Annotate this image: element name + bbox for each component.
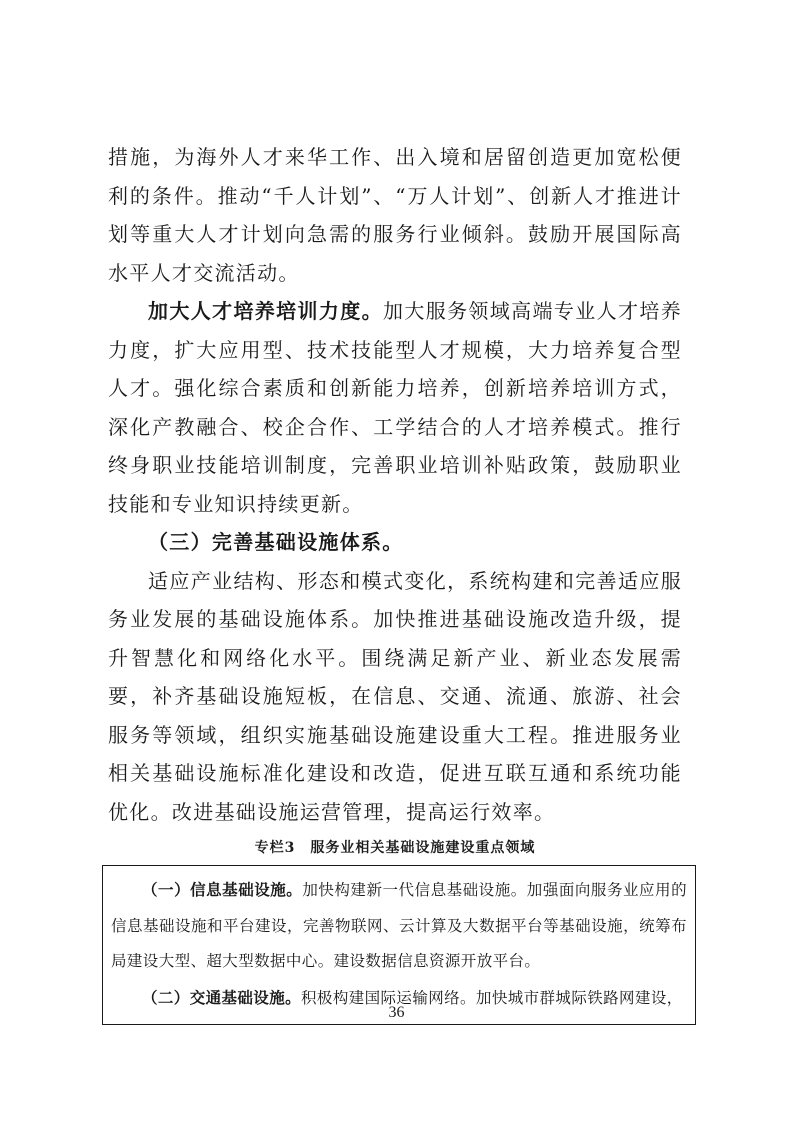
box-item-text: 积极构建国际运输网络。加快城市群城际铁路网建设， [301,988,683,1007]
sidebar-box [102,865,696,1025]
page-number: 36 [388,1004,405,1021]
paragraph-text: 加大服务领域高端专业人才培养力度，扩大应用型、技术技能型人才规模，大力培养复合型人才。强化综合素质和创新能力培养，创新培养培训方式，深化产教融合、校企合作、工学结合的人才培养模式。推行终身职业技能培训制度，完善职业培训补贴政策，鼓励职业技能和专业知识持续更新。 [108,299,682,516]
paragraph-infrastructure: 适应产业结构、形态和模式变化，系统构建和完善适应服务业发展的基础设施体系。加快推进基础设施改造升级，提升智慧化和网络化水平。围绕满足新产业、新业态发展需要，补齐基础设施短板，在信息、交通、流通、旅游、社会服务等领域，组织实施基础设施建设重大工程。推进服务业相关基础设施标准化建设和改造，促进互联互通和系统功能优化。改进基础设施运营管理，提高运行效率。 [108,568,682,824]
box-title: 专栏3 服务业相关基础设施建设重点领域 [254,840,536,856]
paragraph-talent-training [108,292,682,523]
section-heading: （三）完善基础设施体系。 [148,530,404,554]
paragraph-talent-policy [108,138,682,292]
box-item-lead: （一）信息基础设施。 [142,880,303,899]
box-item-information [111,872,687,980]
box-item-text: 加快构建新一代信息基础设施。加强面向服务业应用的信息基础设施和平台建设，完善物联网、云计算及大数据平台等基础设施，统筹布局建设大型、超大型数据中心。建设数据信息资源开放平台。 [111,881,687,970]
document-page [108,138,687,1025]
box-item-lead: （二）交通基础设施。 [142,987,302,1007]
paragraph-lead: 加大人才培养培训力度。 [148,299,383,323]
paragraph-text: 措施，为海外人才来华工作、出入境和居留创造更加宽松便利的条件。推动“千人计划”、“万人计划”、创新人才推进计划等重大人才计划向急需的服务行业倾斜。鼓励开展国际高水平人才交流活动。 [108,145,682,285]
